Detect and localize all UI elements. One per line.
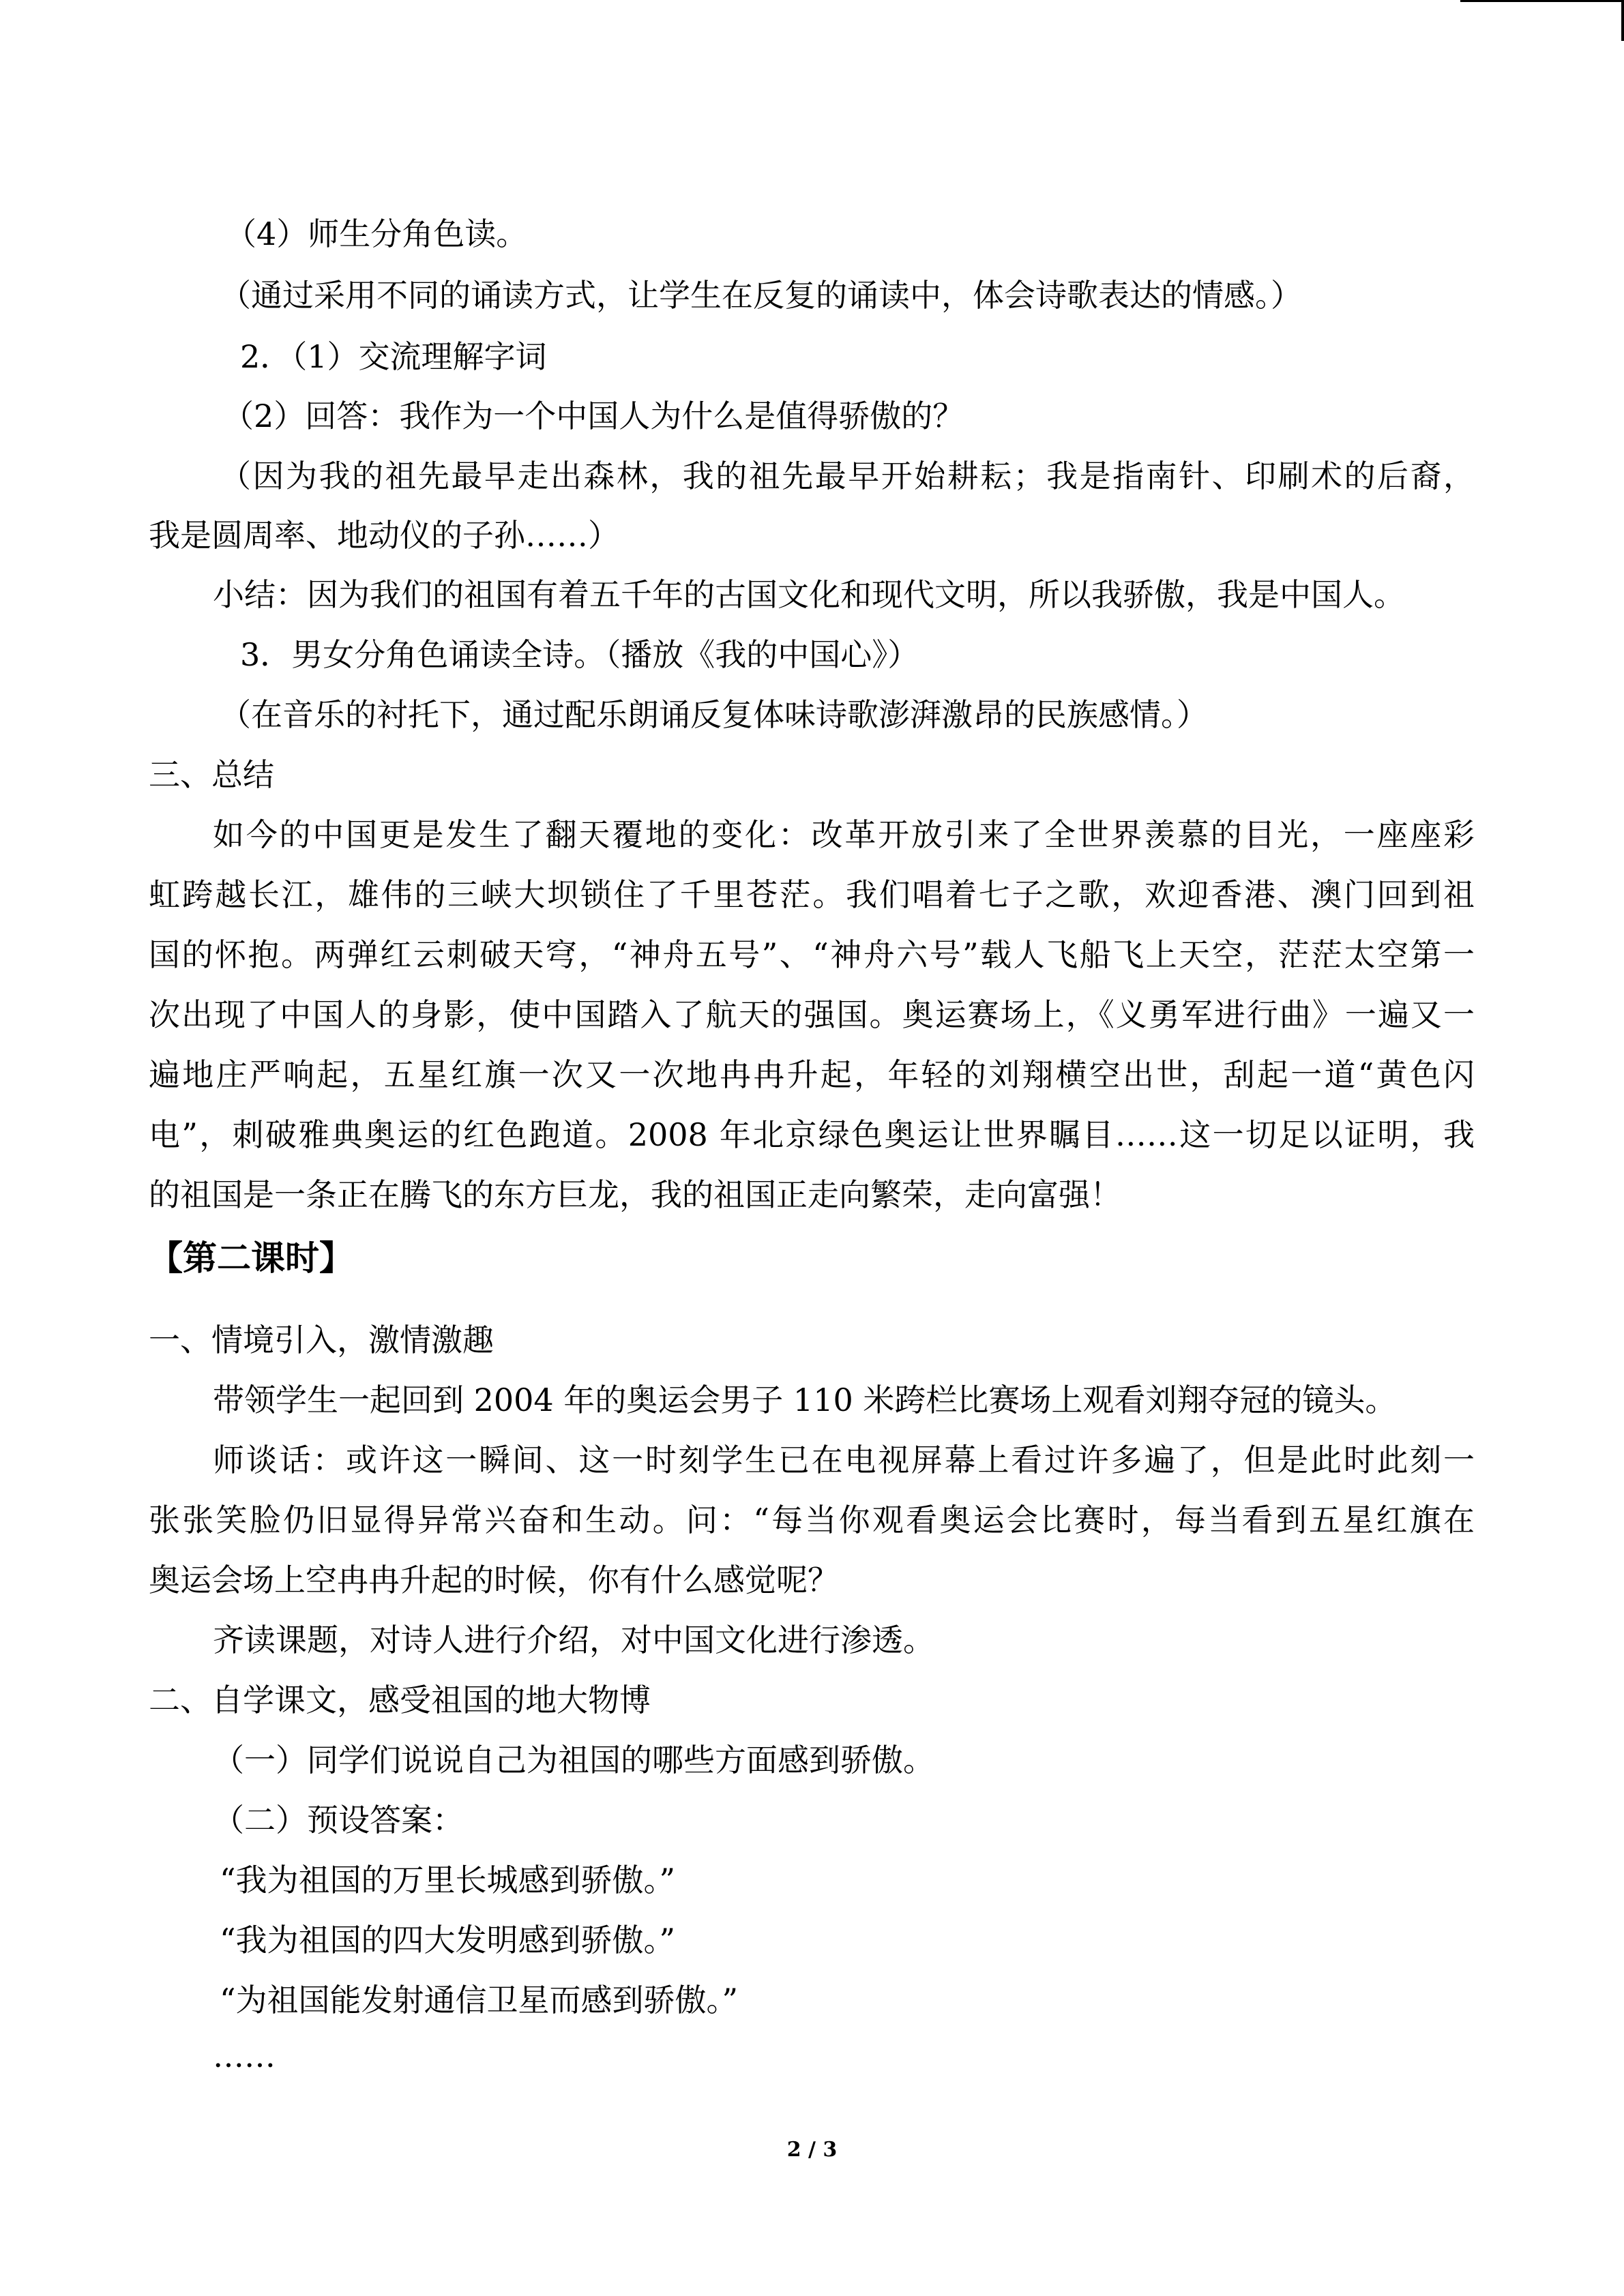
paragraph-line: （通过采用不同的诵读方式，让学生在反复的诵读中，体会诗歌表达的情感。）	[220, 277, 1302, 314]
paragraph-line: （在音乐的衬托下，通过配乐朗诵反复体味诗歌澎湃激昂的民族感情。）	[220, 696, 1208, 733]
paragraph-line: （2）回答：我作为一个中国人为什么是值得骄傲的？	[222, 398, 964, 434]
lesson-heading: 【第二课时】	[149, 1238, 353, 1278]
paragraph-line: 带领学生一起回到 2004 年的奥运会男子 110 米跨栏比赛场上观看刘翔夺冠的镜头。	[213, 1382, 1397, 1418]
paragraph-line: 电”，刺破雅典奥运的红色跑道。2008 年北京绿色奥运让世界瞩目……这一切足以证明，我	[149, 1116, 1475, 1153]
section-heading: 三、总结	[149, 756, 274, 793]
paragraph-line: 小结：因为我们的祖国有着五千年的古国文化和现代文明，所以我骄傲，我是中国人。	[213, 576, 1405, 613]
paragraph-line: “为祖国能发射通信卫星而感到骄傲。”	[220, 1982, 739, 2018]
paragraph-line: 齐读课题，对诗人进行介绍，对中国文化进行渗透。	[213, 1622, 934, 1658]
paragraph-line: 的祖国是一条正在腾飞的东方巨龙，我的祖国正走向繁荣，走向富强！	[149, 1176, 1121, 1213]
paragraph-line: 如今的中国更是发生了翻天覆地的变化：改革开放引来了全世界羡慕的目光，一座座彩	[213, 816, 1475, 853]
page-corner-border-vertical	[1621, 0, 1624, 41]
paragraph-line: 国的怀抱。两弹红云刺破天穹，“神舟五号”、“神舟六号”载人飞船飞上天空，茫茫太空第一	[149, 936, 1475, 973]
section-heading: 二、自学课文，感受祖国的地大物博	[149, 1682, 651, 1718]
paragraph-line: “我为祖国的四大发明感到骄傲。”	[220, 1922, 676, 1958]
paragraph-line: 遍地庄严响起，五星红旗一次又一次地冉冉升起，年轻的刘翔横空出世，刮起一道“黄色闪	[149, 1056, 1475, 1093]
paragraph-line: 我是圆周率、地动仪的子孙……）	[149, 517, 619, 554]
paragraph-line: “我为祖国的万里长城感到骄傲。”	[220, 1862, 676, 1898]
section-heading: 一、情境引入，激情激趣	[149, 1322, 494, 1358]
paragraph-line: （4）师生分角色读。	[225, 215, 528, 252]
paragraph-line: （一）同学们说说自己为祖国的哪些方面感到骄傲。	[213, 1742, 934, 1778]
paragraph-line: 师谈话：或许这一瞬间、这一时刻学生已在电视屏幕上看过许多遍了，但是此时此刻一	[213, 1442, 1475, 1478]
paragraph-line: （二）预设答案：	[213, 1802, 464, 1838]
page-corner-border	[1460, 0, 1624, 2]
paragraph-line: 2．（1）交流理解字词	[240, 338, 547, 375]
paragraph-line: 虹跨越长江，雄伟的三峡大坝锁住了千里苍茫。我们唱着七子之歌，欢迎香港、澳门回到祖	[149, 876, 1475, 913]
page-number: 2 / 3	[786, 2138, 838, 2162]
paragraph-line: （因为我的祖先最早走出森林，我的祖先最早开始耕耘；我是指南针、印刷术的后裔，	[220, 458, 1475, 494]
paragraph-line: ……	[213, 2038, 276, 2074]
paragraph-line: 3．男女分角色诵读全诗。（播放《我的中国心》）	[240, 636, 919, 673]
paragraph-line: 奥运会场上空冉冉升起的时候，你有什么感觉呢？	[149, 1562, 839, 1598]
paragraph-line: 张张笑脸仍旧显得异常兴奋和生动。问：“每当你观看奥运会比赛时，每当看到五星红旗在	[149, 1502, 1475, 1538]
paragraph-line: 次出现了中国人的身影，使中国踏入了航天的强国。奥运赛场上，《义勇军进行曲》一遍又一	[149, 996, 1475, 1033]
